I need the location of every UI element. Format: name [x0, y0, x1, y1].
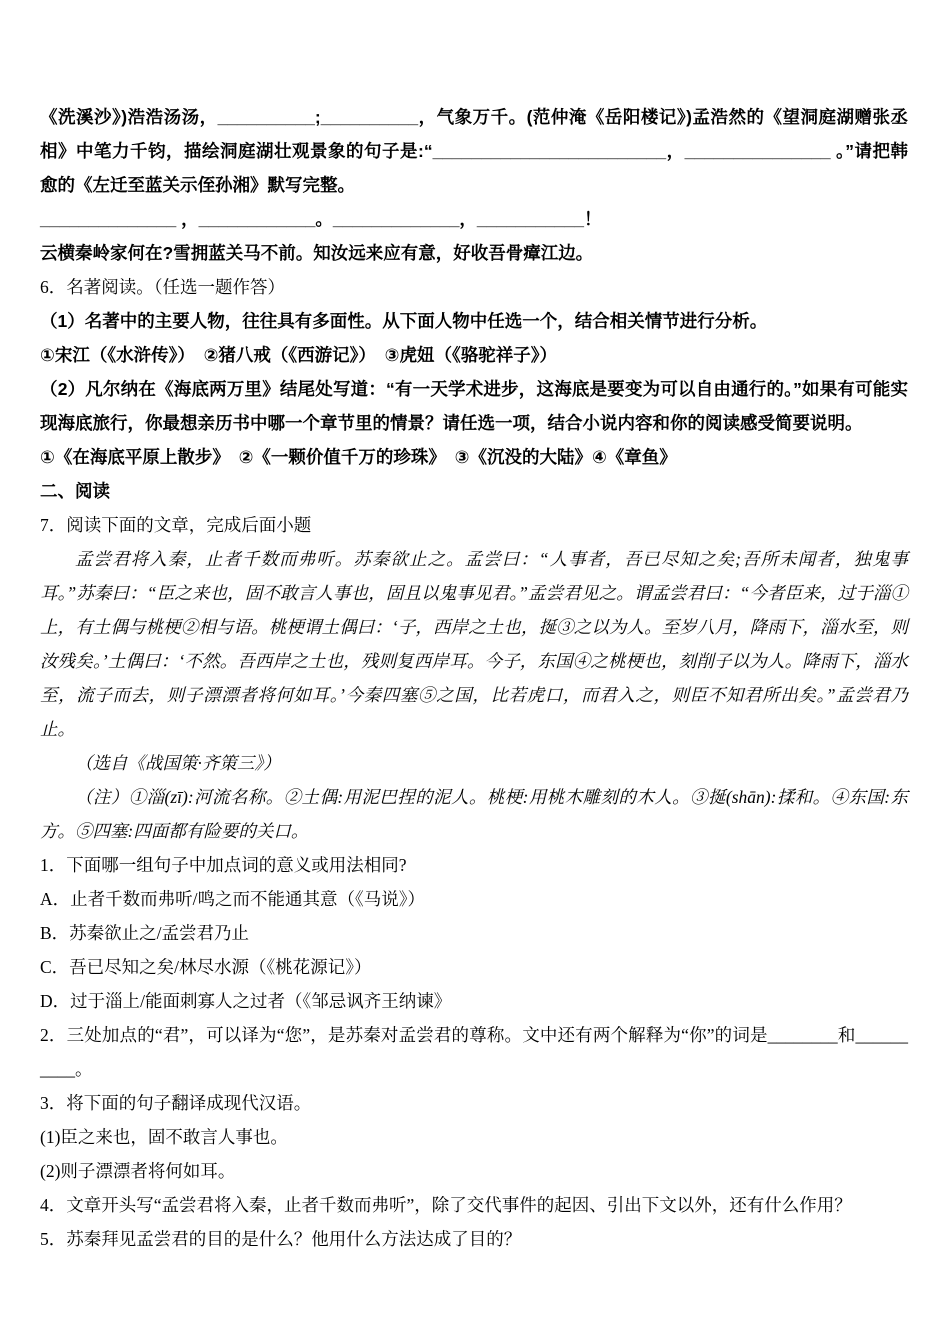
sub-question-1-option-c: C．吾已尽知之矣/林尽水源（《桃花源记》） [40, 957, 372, 977]
sub-question-3: 3．将下面的句子翻译成现代汉语。 [40, 1093, 312, 1113]
classical-passage: 孟尝君将入秦，止者千数而弗听。苏秦欲止之。孟尝曰：“人事者，吾已尽知之矣;吾所未闻者，独鬼事耳。”苏秦曰：“臣之来也，固不敢言人事也，固且以鬼事见君。”孟尝君见之。谓孟尝君曰：“今者臣来，过于淄①上，有土偶与桃梗②相与语。桃梗谓土偶曰：‘子，西岸之土也，挻③之以为人。至岁八月，降雨下，淄水至，则汝残矣。’土偶曰：‘不然。吾西岸之土也，残则复西岸耳。今子，东国④之桃梗也，刻削子以为人。降雨下，淄水至，流子而去，则子漂漂者将何如耳。’今秦四塞⑤之国，比若虎口，而君入之，则臣不知君所出矣。”孟尝君乃止。 [40, 549, 908, 739]
sub-question-4: 4．文章开头写“孟尝君将入秦，止者千数而弗听”，除了交代事件的起因、引出下文以外，还有什么作用？ [40, 1195, 852, 1215]
sub-question-5: 5．苏秦拜见孟尝君的目的是什么？他用什么方法达成了目的？ [40, 1229, 522, 1249]
poem-completion-blanks: ______________ ，____________。_____________，___________！ [40, 209, 602, 229]
sub-question-1: 1．下面哪一组句子中加点词的意义或用法相同? [40, 855, 407, 875]
sub-question-1-option-d: D．过于淄上/能面刺寡人之过者（《邹忌讽齐王纳谏》 [40, 991, 452, 1011]
passage-notes: （注）①淄(zī):河流名称。②土偶:用泥巴捏的泥人。桃梗:用桃木雕刻的木人。③挻(shān):揉和。④东国:东方。⑤四塞:四面都有险要的关口。 [40, 787, 908, 841]
section-2-heading: 二、阅读 [40, 481, 110, 501]
question-7-header: 7．阅读下面的文章，完成后面小题 [40, 515, 312, 535]
question-6-part2-choices: ①《在海底平原上散步》 ②《一颗价值千万的珍珠》 ③《沉没的大陆》④《章鱼》 [40, 447, 677, 467]
sub-question-3-sentence-2: (2)则子漂漂者将何如耳。 [40, 1161, 236, 1181]
poem-answer-line: 云横秦岭家何在?雪拥蓝关马不前。知汝远来应有意，好收吾骨瘴江边。 [40, 243, 594, 263]
sub-question-3-sentence-1: (1)臣之来也，固不敢言人事也。 [40, 1127, 288, 1147]
question-6-part1-choices: ①宋江（《水浒传》） ②猪八戒（《西游记》） ③虎妞（《骆驼祥子》） [40, 345, 557, 365]
sub-question-2: 2．三处加点的“君”，可以译为“您”，是苏秦对孟尝君的尊称。文中还有两个解释为“你”的词是________和__________。 [40, 1025, 908, 1079]
sub-question-1-option-a: A．止者千数而弗听/鸣之而不能通其意（《马说》） [40, 889, 425, 909]
sub-question-1-option-b: B．苏秦欲止之/孟尝君乃止 [40, 923, 250, 943]
passage-source: （选自《战国策·齐策三》） [75, 753, 281, 773]
question-6-part1-prompt: （1）名著中的主要人物，往往具有多面性。从下面人物中任选一个，结合相关情节进行分析。 [40, 311, 768, 331]
question-6-header: 6．名著阅读。（任选一题作答） [40, 277, 285, 297]
dictation-question-text: 《洗溪沙》)浩浩汤汤，__________;__________，气象万千。(范仲淹《岳阳楼记》)孟浩然的《望洞庭湖赠张丞相》中笔力千钧，描绘洞庭湖壮观景象的句子是:“________________________，_______________ 。”请把韩愈的《左迁至蓝关示侄孙湘》默写完整。 [40, 107, 908, 195]
question-6-part2-prompt: （2）凡尔纳在《海底两万里》结尾处写道：“有一天学术进步，这海底是要变为可以自由通行的。”如果有可能实现海底旅行，你最想亲历书中哪一个章节里的情景？请任选一项，结合小说内容和你的阅读感受简要说明。 [40, 379, 908, 433]
